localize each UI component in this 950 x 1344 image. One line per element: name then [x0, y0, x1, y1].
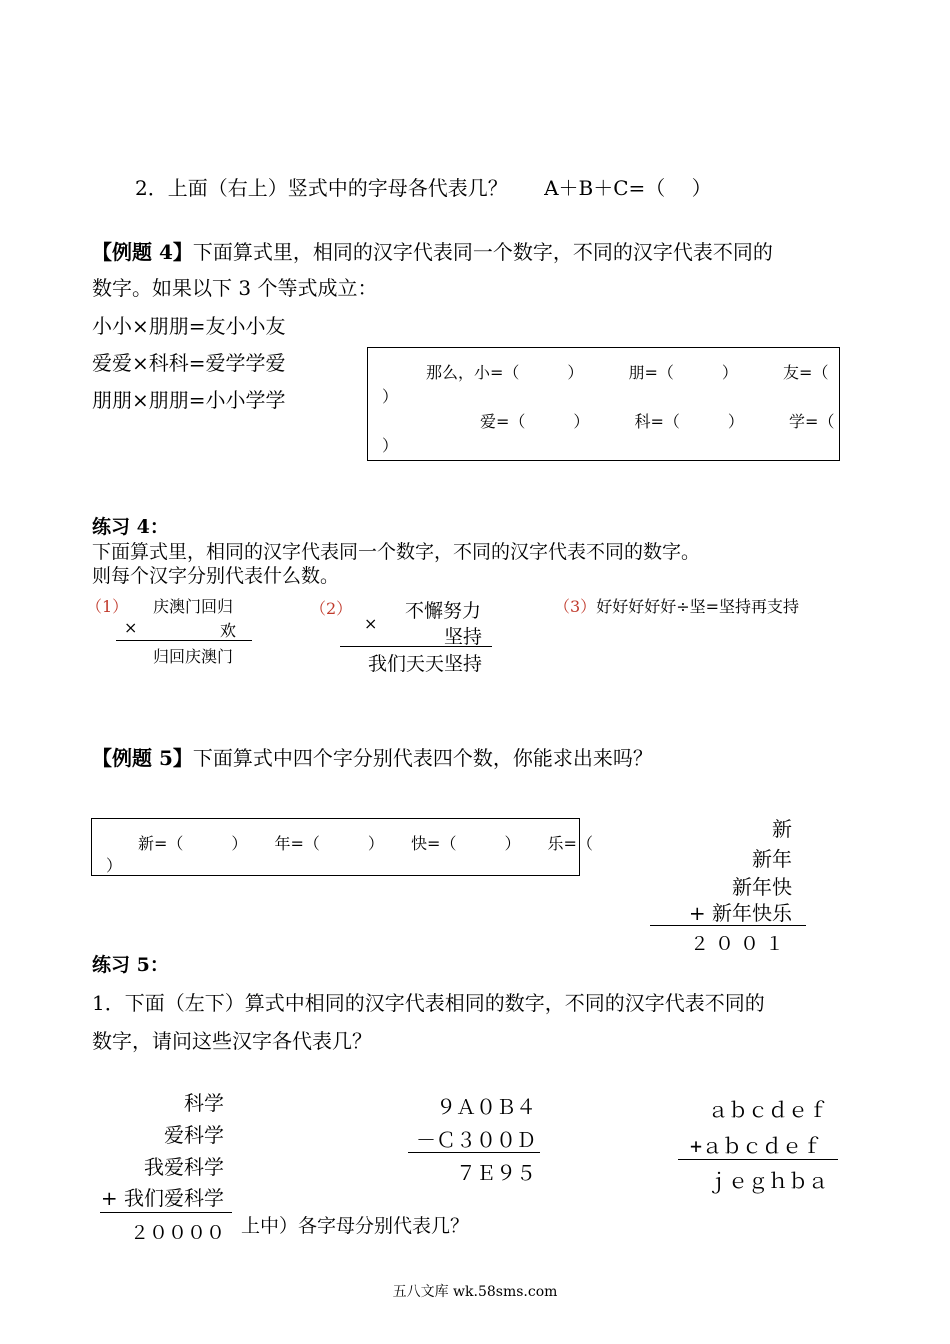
question-number: 2．	[135, 176, 168, 200]
answer-box-5	[91, 818, 593, 876]
vert5-rule	[650, 925, 806, 926]
example-4-label: 【例题 4】	[92, 240, 193, 264]
problem-1-top: 庆澳门回归	[153, 597, 234, 616]
answer-row-1	[426, 360, 828, 383]
answer-row-2-tail: ）	[382, 436, 399, 455]
answer-box-4	[367, 347, 840, 461]
question-formula: A＋B＋C=（ ）	[544, 176, 712, 200]
answer-row-1-tail: ）	[382, 387, 399, 406]
problem-2-result: 我们天天坚持	[368, 653, 483, 675]
problem-2-number: （2）	[310, 599, 353, 618]
answer-ke: 科=（ ）	[634, 412, 744, 431]
answer-ai: 爱=（ ）	[480, 412, 590, 431]
equation-1: 小小×朋朋=友小小友	[92, 314, 286, 338]
problem-3-number: （3）	[554, 597, 597, 616]
example-4-line1	[92, 236, 773, 265]
vert5-row-3: 新年快	[732, 875, 792, 899]
practice-4-line1: 下面算式里，相同的汉字代表同一个数字，不同的汉字代表不同的数字。	[92, 541, 701, 563]
answer-xiao: 那么，小=（ ）	[426, 363, 584, 382]
problem-2-op: ×	[364, 614, 378, 633]
answer-nian: 年=（ ）	[274, 834, 384, 853]
vert5-sum: ２００１	[690, 933, 791, 955]
left-rule	[100, 1212, 232, 1213]
equation-3: 朋朋×朋朋=小小学学	[92, 388, 286, 412]
answer-row-5-tail: ）	[106, 856, 123, 875]
middle-rule	[408, 1152, 540, 1153]
answer-xue: 学=（	[789, 412, 835, 431]
middle-row-1: ９Ａ０Ｂ４	[436, 1095, 536, 1119]
vert5-row-2: 新年	[752, 847, 792, 871]
vert5-row-4: + 新年快乐	[688, 901, 792, 925]
right-rule	[678, 1159, 838, 1160]
practice-4-label: 练习 4：	[92, 516, 169, 538]
practice-5-tail: 上中）各字母分别代表几？	[241, 1215, 470, 1237]
problem-1-result: 归回庆澳门	[153, 647, 234, 666]
left-row-3: 我爱科学	[144, 1155, 224, 1179]
right-result: ｊｅｇｈｂａ	[708, 1169, 828, 1193]
left-row-4: + 我们爱科学	[100, 1186, 224, 1210]
practice-5-label: 练习 5：	[92, 954, 169, 976]
problem-1-number: （1）	[86, 597, 129, 616]
middle-row-2: －Ｃ３００Ｄ	[416, 1128, 536, 1152]
answer-xin: 新=（ ）	[138, 834, 248, 853]
problem-2-top: 不懈努力	[405, 600, 482, 622]
practice-5-q1a: 1．下面（左下）算式中相同的汉字代表相同的数字，不同的汉字代表不同的	[92, 991, 765, 1015]
answer-le: 乐=（	[547, 834, 593, 853]
example-5-line	[92, 742, 653, 771]
example-4-line2: 数字。如果以下 3 个等式成立：	[92, 276, 378, 300]
right-row-2: +ａｂｃｄｅｆ	[690, 1134, 823, 1158]
example-5-text: 下面算式中四个字分别代表四个数，你能求出来吗？	[192, 746, 653, 770]
equation-2: 爱爱×科科=爱学学爱	[92, 351, 286, 375]
practice-5-q1b: 数字，请问这些汉字各代表几？	[92, 1029, 372, 1053]
problem-3-expr: 好好好好好÷坚=坚持再支持	[596, 597, 800, 616]
problem-2-mult: 坚持	[444, 626, 483, 648]
vert5-row-1: 新	[772, 817, 792, 841]
problem-3	[554, 594, 799, 617]
answer-kuai: 快=（ ）	[411, 834, 521, 853]
answer-you: 友=（	[783, 363, 829, 382]
left-row-1: 科学	[184, 1091, 224, 1115]
question-text: 上面（右上）竖式中的字母各代表几？	[167, 176, 508, 200]
middle-result: ７Ｅ９５	[456, 1161, 536, 1185]
problem-1-op: ×	[124, 618, 138, 637]
answer-row-2	[480, 409, 834, 432]
answer-row-5	[138, 831, 593, 854]
left-sum: ２００００	[130, 1222, 226, 1244]
example-5-label: 【例题 5】	[92, 746, 193, 770]
problem-2-rule	[340, 646, 492, 647]
question-2	[135, 172, 712, 201]
right-row-1: ａｂｃｄｅｆ	[708, 1098, 828, 1122]
problem-1-mult: 欢	[220, 621, 237, 640]
footer-watermark: 五八文库 wk.58sms.com	[392, 1284, 558, 1300]
left-row-2: 爱科学	[164, 1123, 224, 1147]
example-4-text: 下面算式里，相同的汉字代表同一个数字，不同的汉字代表不同的	[192, 240, 773, 264]
problem-1-rule	[116, 640, 252, 641]
answer-peng: 朋=（ ）	[628, 363, 738, 382]
practice-4-line2: 则每个汉字分别代表什么数。	[92, 565, 340, 587]
